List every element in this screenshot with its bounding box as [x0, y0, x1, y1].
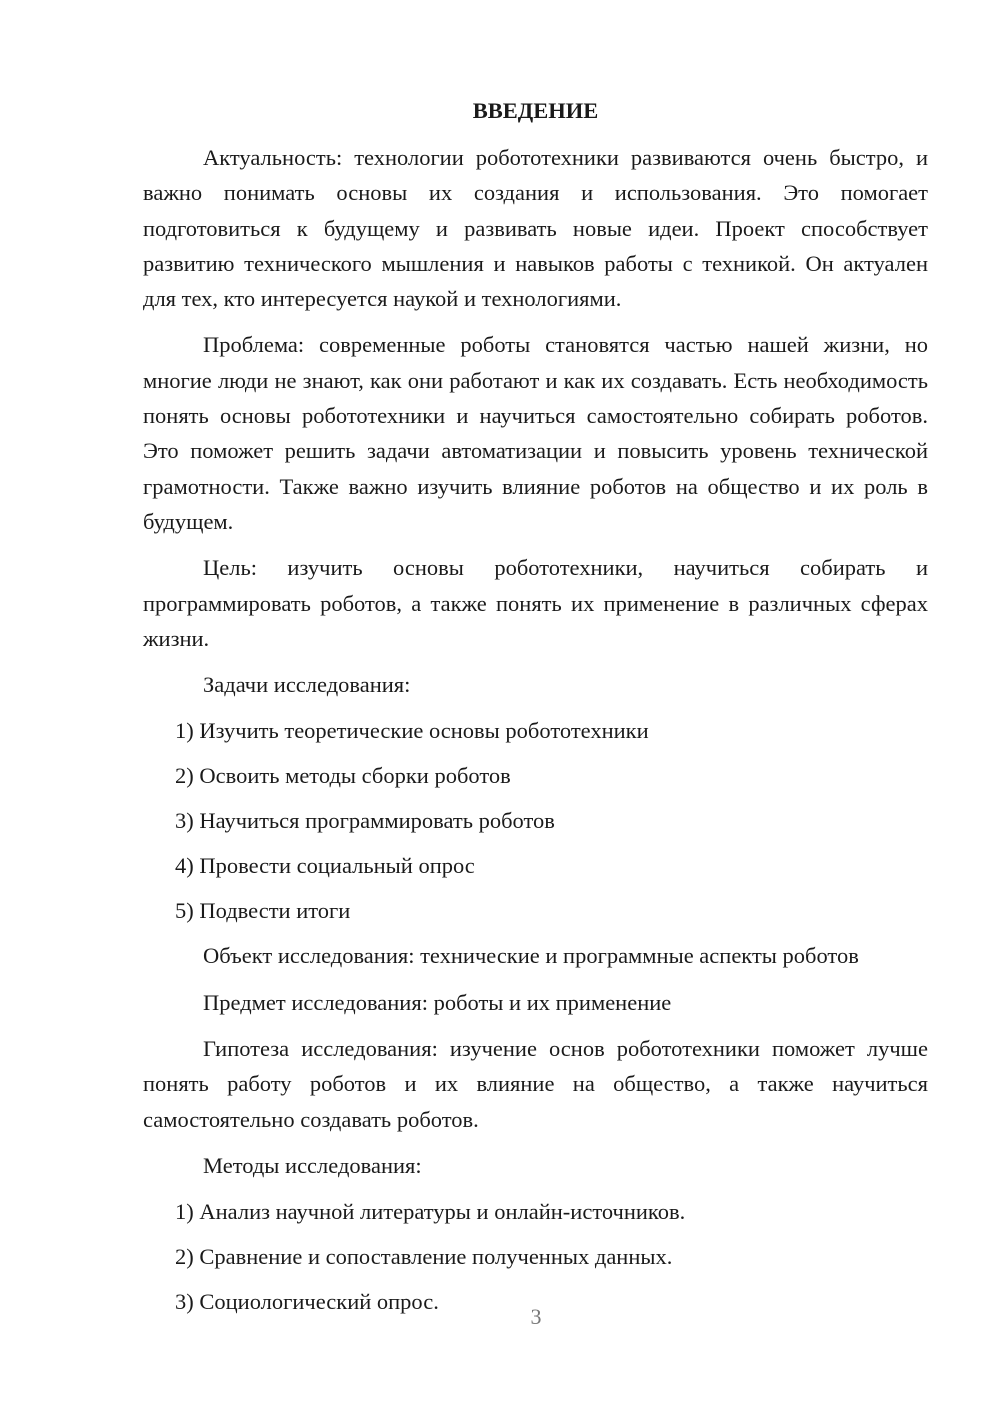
- relevance-paragraph: Актуальность: технологии робототехники развиваются очень быстро, и важно понимать основы их создания и использования. Это помогает подготовиться к будущему и развивать новые идеи. Проект способствует развитию технического мышления и навыков работы с техникой. Он актуален для тех, кто интересуется наукой и технологиями.: [143, 145, 928, 312]
- task-item: 5) Подвести итоги: [175, 898, 351, 924]
- task-item: 1) Изучить теоретические основы робототехники: [175, 718, 649, 744]
- subject-paragraph: Предмет исследования: роботы и их применение: [203, 989, 672, 1015]
- section-title: ВВЕДЕНИЕ: [472, 98, 599, 123]
- page-number: 3: [530, 1304, 542, 1329]
- method-item: 3) Социологический опрос.: [175, 1289, 439, 1315]
- task-item: 2) Освоить методы сборки роботов: [175, 763, 511, 789]
- goal-paragraph: Цель: изучить основы робототехники, научиться собирать и программировать роботов, а также понять их применение в различных сферах жизни.: [143, 555, 928, 651]
- method-item: 1) Анализ научной литературы и онлайн-источников.: [175, 1199, 686, 1225]
- object-paragraph: Объект исследования: технические и программные аспекты роботов: [203, 943, 859, 969]
- methods-heading: Методы исследования:: [203, 1152, 422, 1178]
- method-item: 2) Сравнение и сопоставление полученных данных.: [175, 1244, 673, 1270]
- document-page: [143, 93, 928, 1329]
- hypothesis-paragraph: Гипотеза исследования: изучение основ робототехники поможет лучше понять работу роботов и их влияние на общество, а также научиться самостоятельно создавать роботов.: [143, 1036, 928, 1132]
- task-item: 3) Научиться программировать роботов: [175, 808, 555, 834]
- task-item: 4) Провести социальный опрос: [175, 853, 475, 879]
- tasks-heading: Задачи исследования:: [203, 672, 411, 698]
- problem-paragraph: Проблема: современные роботы становятся частью нашей жизни, но многие люди не знают, как они работают и как их создавать. Есть необходимость понять основы робототехники и научиться самостоятельно собирать роботов. Это поможет решить задачи автоматизации и повысить уровень технической грамотности. Также важно изучить влияние роботов на общество и их роль в будущем.: [143, 332, 928, 534]
